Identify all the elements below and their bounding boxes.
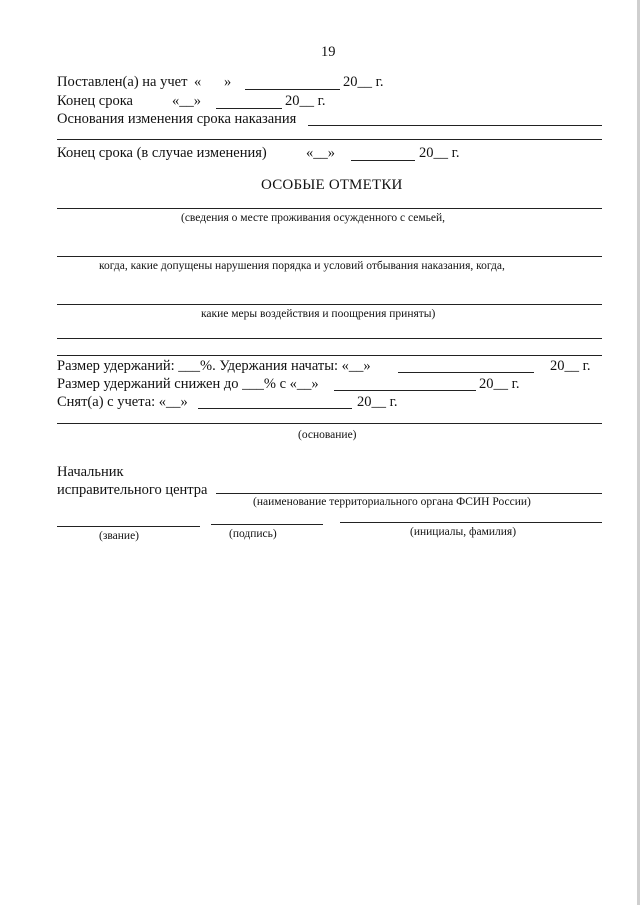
deductions-reduced-label: Размер удержаний снижен до ___% с «__» [57,376,319,392]
signature-caption: (подпись) [229,528,277,540]
notes-line-1 [57,208,602,209]
org-line [216,493,602,494]
notes-caption-3: какие меры воздействия и поощрения приняты) [201,308,436,320]
term-end-label: Конец срока [57,93,133,109]
basis-line [57,423,602,424]
term-end-changed-month-line [351,160,415,161]
org-caption: (наименование территориального органа ФСИН России) [253,496,531,508]
deductions-start-month-line [398,372,534,373]
registered-day-open: « [194,74,202,90]
notes-line-3 [57,304,602,305]
name-caption: (инициалы, фамилия) [410,526,517,538]
deductions-size-year: 20__ г. [550,358,591,374]
change-basis-line [308,125,602,126]
special-notes-heading: ОСОБЫЕ ОТМЕТКИ [261,177,403,193]
notes-line-5 [57,355,602,356]
notes-caption-1: (сведения о месте проживания осужденного с семьей, [181,212,445,224]
chief-label-line2: исправительного центра [57,482,208,498]
term-end-month-line [216,108,282,109]
chief-label-line1: Начальник [57,464,124,480]
notes-caption-2: когда, какие допущены нарушения порядка и условий отбывания наказания, когда, [99,260,505,272]
rank-line [57,526,200,527]
deductions-size-label: Размер удержаний: ___%. Удержания начаты: «__» [57,358,371,374]
term-end-changed-day: «__» [306,145,335,161]
change-basis-label: Основания изменения срока наказания [57,111,297,127]
deductions-removed-label: Снят(а) с учета: «__» [57,394,188,410]
term-end-changed-year: 20__ г. [419,145,460,161]
registered-month-line [245,89,340,90]
page-number: 19 [321,44,336,60]
name-line [340,522,602,523]
term-end-year: 20__ г. [285,93,326,109]
deductions-reduced-month-line [334,390,476,391]
rank-caption: (звание) [99,530,139,542]
notes-line-2 [57,256,602,257]
term-end-day: «__» [172,93,201,109]
deductions-removed-year: 20__ г. [357,394,398,410]
term-end-changed-label: Конец срока (в случае изменения) [57,145,267,161]
deductions-removed-month-line [198,408,352,409]
change-basis-line-2 [57,139,602,140]
registered-label: Поставлен(а) на учет [57,74,188,90]
registered-year: 20__ г. [343,74,384,90]
notes-line-4 [57,338,602,339]
signature-line [211,524,323,525]
basis-caption: (основание) [298,429,357,441]
registered-day-close: » [224,74,232,90]
deductions-reduced-year: 20__ г. [479,376,520,392]
